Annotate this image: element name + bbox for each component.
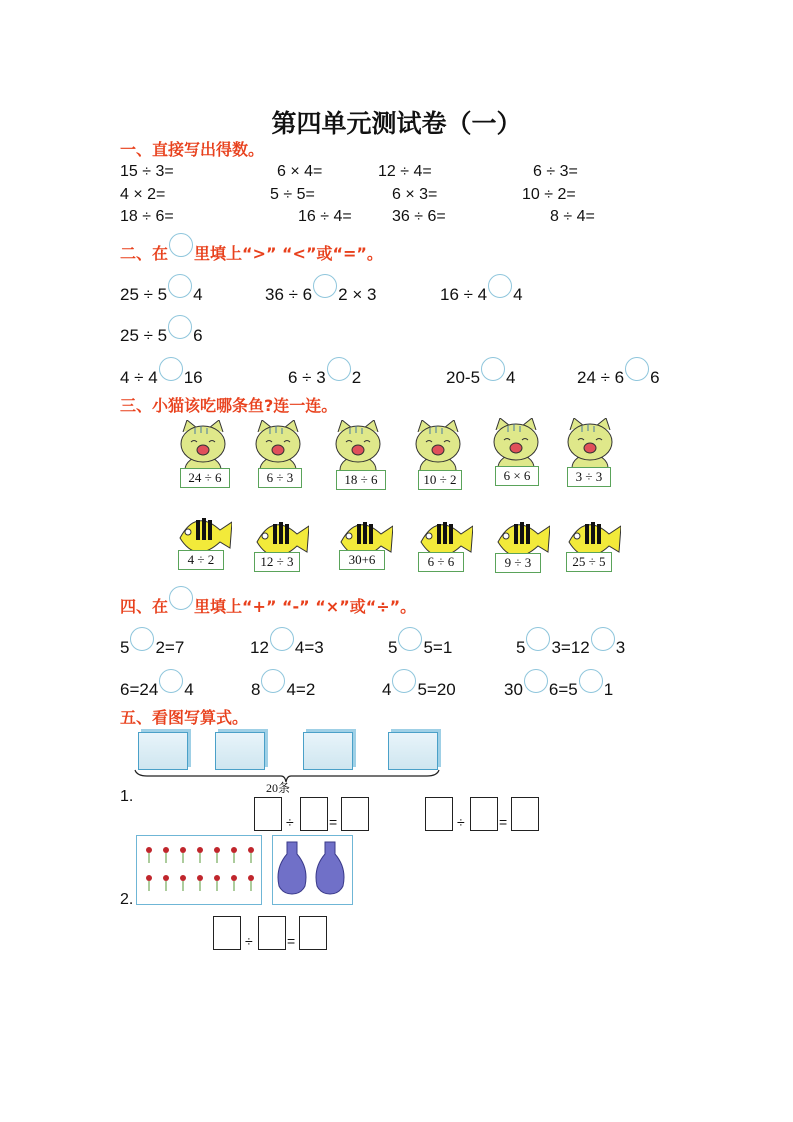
problem: 5 ÷ 5=: [270, 186, 315, 203]
right-expr: 16: [183, 368, 203, 387]
problem: 8 ÷ 4=: [550, 208, 595, 225]
answer-box[interactable]: [299, 916, 327, 950]
equals-sign: =: [499, 814, 508, 830]
divide-sign: ÷: [245, 933, 253, 949]
operator-item: [120, 638, 184, 658]
equals-sign: =: [329, 814, 338, 830]
divide-sign: ÷: [286, 814, 294, 830]
page-title: 第四单元测试卷（一）: [271, 109, 522, 138]
right-expr: 2 × 3: [338, 285, 377, 304]
expr-part: 6=5: [548, 680, 578, 699]
expr-part: 8: [251, 680, 261, 699]
flower-icons: [137, 836, 261, 904]
expr-part: 30: [504, 680, 523, 699]
compare-item: [265, 285, 376, 305]
left-expr: 6 ÷ 3: [288, 368, 326, 387]
operator-item: [250, 638, 324, 658]
fish-tank-image: [215, 732, 265, 770]
divide-sign: ÷: [457, 814, 465, 830]
operator-item: [382, 680, 456, 700]
question-2-label: 2.: [120, 891, 134, 908]
expr-part: 4: [184, 680, 194, 699]
section-5-heading: 五、看图写算式。: [120, 708, 249, 727]
operator-item: [504, 680, 613, 700]
expr-part: 5: [388, 638, 398, 657]
expr-part: 12: [250, 638, 269, 657]
operator-item: [516, 638, 625, 658]
answer-box[interactable]: [258, 916, 286, 950]
compare-item: [120, 285, 203, 305]
answer-box[interactable]: [425, 797, 453, 831]
equals-sign: =: [287, 933, 296, 949]
operator-item: [388, 638, 452, 658]
right-expr: 2: [351, 368, 362, 387]
problem: 36 ÷ 6=: [392, 208, 446, 225]
heading-text: 四、在: [120, 597, 169, 616]
section-3-heading: 三、小猫该吃哪条鱼?连一连。: [120, 396, 338, 415]
expr-part: 4=3: [294, 638, 324, 657]
expr-part: 3=12: [551, 638, 590, 657]
left-expr: 25 ÷ 5: [120, 285, 168, 304]
fish-tank-image: [138, 732, 188, 770]
expr-part: 3: [615, 638, 626, 657]
section-1-heading: 一、直接写出得数。: [120, 140, 265, 159]
section-4-heading: [120, 597, 416, 617]
question-1-label: 1.: [120, 788, 134, 805]
cat-card[interactable]: 6 ÷ 3: [258, 468, 302, 488]
left-expr: 36 ÷ 6: [265, 285, 313, 304]
cat-card[interactable]: 6 × 6: [495, 466, 539, 486]
problem: 6 × 3=: [392, 186, 438, 203]
section-2-heading: [120, 244, 383, 264]
heading-text: 二、在: [120, 244, 169, 263]
compare-item: [288, 368, 361, 388]
total-label: 20条: [266, 781, 291, 795]
expr-part: 6=24: [120, 680, 159, 699]
right-expr: 4: [506, 368, 516, 387]
problem: 12 ÷ 4=: [378, 163, 432, 180]
left-expr: 16 ÷ 4: [440, 285, 488, 304]
fish-icon: [337, 512, 393, 582]
answer-box[interactable]: [511, 797, 539, 831]
left-expr: 20-5: [446, 368, 481, 387]
vase-icons: [273, 836, 352, 904]
left-expr: 24 ÷ 6: [577, 368, 625, 387]
cat-card[interactable]: 10 ÷ 2: [418, 470, 462, 490]
expr-part: 2=7: [155, 638, 185, 657]
problem: 16 ÷ 4=: [298, 208, 352, 225]
left-expr: 25 ÷ 5: [120, 326, 168, 345]
fish-card[interactable]: 6 ÷ 6: [418, 552, 464, 572]
answer-box[interactable]: [300, 797, 328, 831]
expr-part: 5: [120, 638, 130, 657]
vases-image: [272, 835, 353, 905]
problem: 10 ÷ 2=: [522, 186, 576, 203]
problem: 15 ÷ 3=: [120, 163, 174, 180]
heading-text: 里填上“+” “-” “×”或“÷”。: [194, 597, 417, 616]
cat-card[interactable]: 3 ÷ 3: [567, 467, 611, 487]
fish-tank-image: [303, 732, 353, 770]
answer-box[interactable]: [341, 797, 369, 831]
cat-card[interactable]: 24 ÷ 6: [180, 468, 230, 488]
right-expr: 4: [513, 285, 523, 304]
fish-tank-image: [388, 732, 438, 770]
operator-item: [251, 680, 315, 700]
expr-part: 5=20: [417, 680, 456, 699]
expr-part: 5=1: [423, 638, 453, 657]
answer-box[interactable]: [254, 797, 282, 831]
right-expr: 6: [650, 368, 660, 387]
fish-card[interactable]: 25 ÷ 5: [566, 552, 612, 572]
expr-part: 4: [382, 680, 392, 699]
problem: 18 ÷ 6=: [120, 208, 174, 225]
cat-card[interactable]: 18 ÷ 6: [336, 470, 386, 490]
fish-card[interactable]: 30+6: [339, 550, 385, 570]
heading-text: 里填上“>” “<”或“=”。: [194, 244, 383, 263]
operator-item: [120, 680, 194, 700]
compare-item: [446, 368, 516, 388]
right-expr: 4: [193, 285, 203, 304]
left-expr: 4 ÷ 4: [120, 368, 158, 387]
problem: 4 × 2=: [120, 186, 166, 203]
expr-part: 4=2: [286, 680, 316, 699]
compare-item: [120, 326, 203, 346]
problem: 6 × 4=: [277, 163, 323, 180]
compare-item: [440, 285, 523, 305]
fish-card[interactable]: 12 ÷ 3: [254, 552, 300, 572]
flowers-image: [136, 835, 262, 905]
right-expr: 6: [193, 326, 203, 345]
fish-card[interactable]: 9 ÷ 3: [495, 553, 541, 573]
fish-card[interactable]: 4 ÷ 2: [178, 550, 224, 570]
compare-item: [120, 368, 203, 388]
expr-part: 1: [603, 680, 614, 699]
expr-part: 5: [516, 638, 526, 657]
answer-box[interactable]: [213, 916, 241, 950]
compare-item: [577, 368, 660, 388]
answer-box[interactable]: [470, 797, 498, 831]
problem: 6 ÷ 3=: [533, 163, 578, 180]
